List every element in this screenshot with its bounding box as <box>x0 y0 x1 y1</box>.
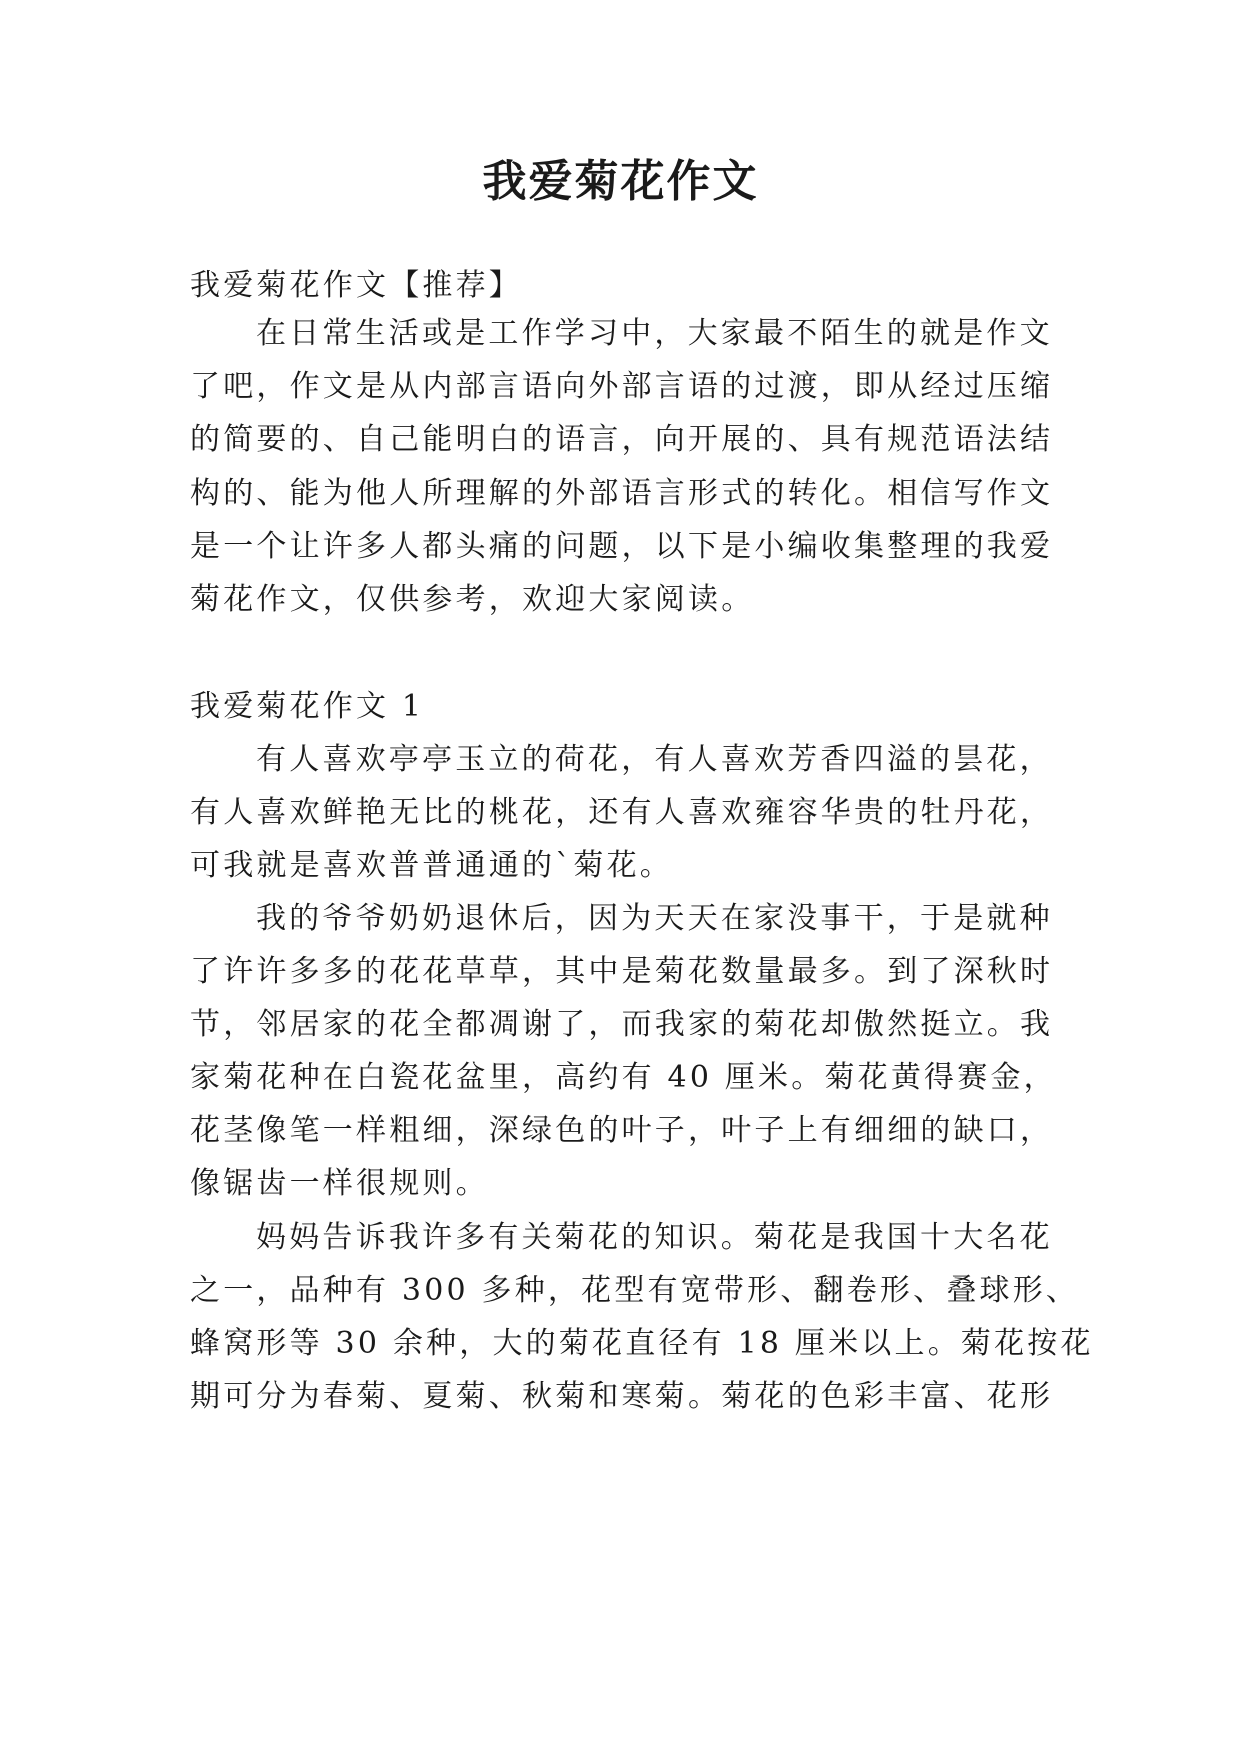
text-line: 了吧，作文是从内部言语向外部言语的过渡，即从经过压缩 <box>190 369 1054 404</box>
text-line: 有人喜欢鲜艳无比的桃花，还有人喜欢雍容华贵的牡丹花， <box>190 795 1054 830</box>
text-line: 了许许多多的花花草草，其中是菊花数量最多。到了深秋时 <box>190 954 1054 989</box>
text-line: 是一个让许多人都头痛的问题，以下是小编收集整理的我爱 <box>190 529 1054 564</box>
text-line: 的简要的、自己能明白的语言，向开展的、具有规范语法结 <box>190 422 1054 457</box>
text-line: 在日常生活或是工作学习中，大家最不陌生的就是作文 <box>256 316 1053 351</box>
text-line: 我的爷爷奶奶退休后，因为天天在家没事干，于是就种 <box>256 901 1053 936</box>
text-line: 花茎像笔一样粗细，深绿色的叶子，叶子上有细细的缺口， <box>190 1113 1054 1148</box>
text-line: 节，邻居家的花全都凋谢了，而我家的菊花却傲然挺立。我 <box>190 1007 1054 1042</box>
text-line: 之一，品种有 300 多种，花型有宽带形、翻卷形、叠球形、 <box>190 1273 1080 1308</box>
text-line: 家菊花种在白瓷花盆里，高约有 40 厘米。菊花黄得赛金， <box>190 1060 1057 1095</box>
text-line: 期可分为春菊、夏菊、秋菊和寒菊。菊花的色彩丰富、花形 <box>190 1379 1054 1414</box>
text-line: 我爱菊花作文【推荐】 <box>190 268 522 303</box>
text-line: 像锯齿一样很规则。 <box>190 1166 489 1201</box>
text-line: 构的、能为他人所理解的外部语言形式的转化。相信写作文 <box>190 476 1054 511</box>
text-line: 有人喜欢亭亭玉立的荷花，有人喜欢芳香四溢的昙花， <box>256 742 1053 777</box>
text-line: 妈妈告诉我许多有关菊花的知识。菊花是我国十大名花 <box>256 1220 1053 1255</box>
document-title: 我爱菊花作文 <box>482 156 759 207</box>
text-line: 可我就是喜欢普普通通的`菊花。 <box>190 848 673 883</box>
section-heading: 我爱菊花作文 1 <box>190 689 425 724</box>
text-line: 菊花作文，仅供参考，欢迎大家阅读。 <box>190 582 755 617</box>
text-line: 蜂窝形等 30 余种，大的菊花直径有 18 厘米以上。菊花按花 <box>190 1326 1094 1361</box>
